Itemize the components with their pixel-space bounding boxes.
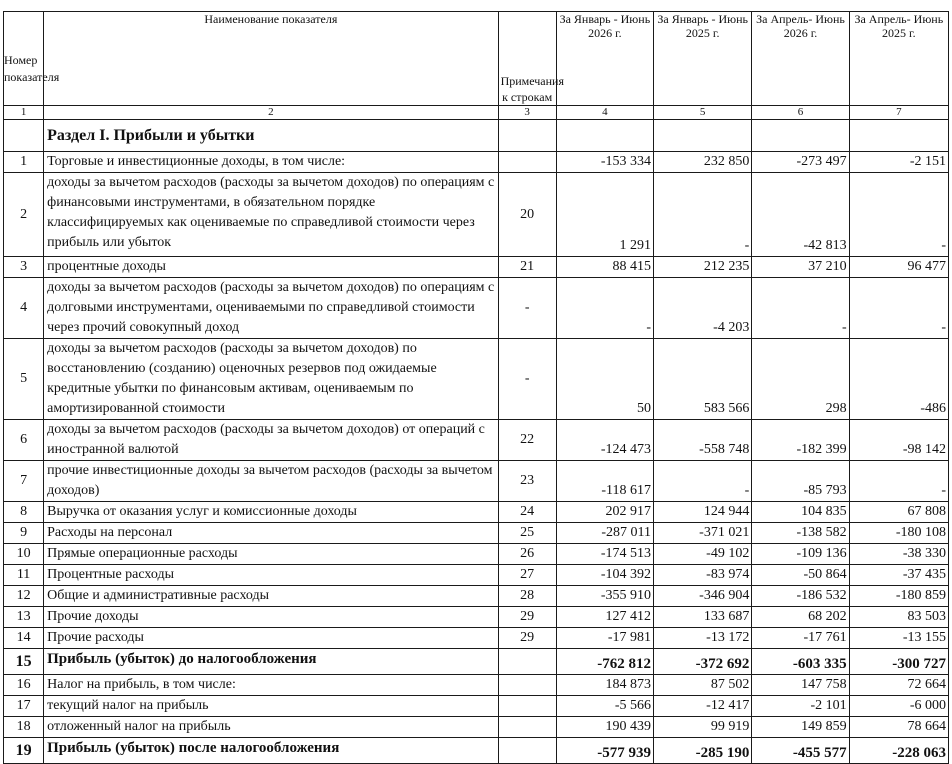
row-number: 2	[4, 173, 44, 257]
value-apr-jun-2025: -38 330	[849, 544, 948, 565]
section-value-cell	[654, 120, 752, 152]
header-number: Номер показателя	[4, 12, 44, 106]
value-apr-jun-2025: -	[849, 461, 948, 502]
table-row	[4, 696, 949, 717]
value-jan-jun-2025: 133 687	[654, 607, 752, 628]
row-name: Расходы на персонал	[44, 523, 498, 544]
row-number: 11	[4, 565, 44, 586]
value-apr-jun-2025: 96 477	[849, 257, 948, 278]
value-apr-jun-2026: -42 813	[752, 173, 849, 257]
value-jan-jun-2025: -372 692	[654, 649, 752, 675]
value-jan-jun-2025: -558 748	[654, 420, 752, 461]
value-jan-jun-2025: -346 904	[654, 586, 752, 607]
row-number: 7	[4, 461, 44, 502]
table-row	[4, 420, 949, 461]
row-note: 25	[498, 523, 556, 544]
header-period-jan-jun-2026: За Январь - Июнь 2026 г.	[556, 12, 653, 106]
value-jan-jun-2025: -371 021	[654, 523, 752, 544]
value-jan-jun-2026: -287 011	[556, 523, 653, 544]
row-note: 28	[498, 586, 556, 607]
header-row	[4, 12, 949, 106]
row-number: 12	[4, 586, 44, 607]
value-jan-jun-2026: -118 617	[556, 461, 653, 502]
row-number: 16	[4, 675, 44, 696]
value-apr-jun-2025: -6 000	[849, 696, 948, 717]
table-row	[4, 278, 949, 339]
value-jan-jun-2026: 184 873	[556, 675, 653, 696]
column-number: 7	[849, 106, 948, 120]
table-row	[4, 544, 949, 565]
value-jan-jun-2026: -	[556, 278, 653, 339]
column-number: 1	[4, 106, 44, 120]
value-jan-jun-2025: 87 502	[654, 675, 752, 696]
header-period-jan-jun-2025: За Январь - Июнь 2025 г.	[654, 12, 752, 106]
row-number: 4	[4, 278, 44, 339]
row-name: Процентные расходы	[44, 565, 498, 586]
table-row	[4, 607, 949, 628]
row-number: 5	[4, 339, 44, 420]
value-apr-jun-2025: -180 108	[849, 523, 948, 544]
column-numbers-row	[4, 106, 949, 120]
value-apr-jun-2025: -98 142	[849, 420, 948, 461]
row-note: 24	[498, 502, 556, 523]
row-name: доходы за вычетом расходов (расходы за вычетом доходов) по операциям с финансовыми инструментами, в обязательном порядке классифицируемых как оцениваемые по справедливой стоимости через прибыль или убыток	[44, 173, 498, 257]
row-name: доходы за вычетом расходов (расходы за вычетом доходов) по восстановлению (созданию) оценочных резервов под ожидаемые кредитные убытки по финансовым активам, оцениваемым по амортизированной стоимости	[44, 339, 498, 420]
value-apr-jun-2025: -180 859	[849, 586, 948, 607]
section-note-cell	[498, 120, 556, 152]
table-row	[4, 173, 949, 257]
column-number: 6	[752, 106, 849, 120]
value-jan-jun-2026: -17 981	[556, 628, 653, 649]
row-name: Общие и административные расходы	[44, 586, 498, 607]
table-row	[4, 461, 949, 502]
value-jan-jun-2025: -4 203	[654, 278, 752, 339]
value-apr-jun-2026: -182 399	[752, 420, 849, 461]
table-row	[4, 257, 949, 278]
value-apr-jun-2026: 298	[752, 339, 849, 420]
value-jan-jun-2026: -153 334	[556, 152, 653, 173]
value-apr-jun-2025: -13 155	[849, 628, 948, 649]
value-jan-jun-2026: 127 412	[556, 607, 653, 628]
row-name: доходы за вычетом расходов (расходы за вычетом доходов) по операциям с долговыми инструментами, оцениваемыми по справедливой стоимости через прочий совокупный доход	[44, 278, 498, 339]
value-apr-jun-2026: 149 859	[752, 717, 849, 738]
value-apr-jun-2025: -300 727	[849, 649, 948, 675]
table-row	[4, 565, 949, 586]
value-apr-jun-2025: -486	[849, 339, 948, 420]
section-value-cell	[849, 120, 948, 152]
row-number: 19	[4, 738, 44, 764]
row-name: Прямые операционные расходы	[44, 544, 498, 565]
row-note	[498, 696, 556, 717]
value-apr-jun-2025: 83 503	[849, 607, 948, 628]
table-row	[4, 717, 949, 738]
row-name: отложенный налог на прибыль	[44, 717, 498, 738]
column-number: 2	[44, 106, 498, 120]
value-apr-jun-2025: 72 664	[849, 675, 948, 696]
value-apr-jun-2026: -2 101	[752, 696, 849, 717]
value-apr-jun-2025: 78 664	[849, 717, 948, 738]
row-number: 1	[4, 152, 44, 173]
value-jan-jun-2026: -104 392	[556, 565, 653, 586]
value-jan-jun-2025: 99 919	[654, 717, 752, 738]
section-title: Раздел I. Прибыли и убытки	[44, 120, 498, 152]
row-note	[498, 717, 556, 738]
row-name: Торговые и инвестиционные доходы, в том числе:	[44, 152, 498, 173]
value-apr-jun-2026: -455 577	[752, 738, 849, 764]
value-apr-jun-2026: -	[752, 278, 849, 339]
table-row	[4, 586, 949, 607]
section-row	[4, 120, 949, 152]
row-note: -	[498, 278, 556, 339]
row-note: 22	[498, 420, 556, 461]
value-jan-jun-2025: -83 974	[654, 565, 752, 586]
header-notes: Примечания к строкам	[498, 12, 556, 106]
value-jan-jun-2026: 88 415	[556, 257, 653, 278]
section-number-cell	[4, 120, 44, 152]
value-apr-jun-2026: 68 202	[752, 607, 849, 628]
row-note: 27	[498, 565, 556, 586]
row-note: 26	[498, 544, 556, 565]
row-name: Прочие расходы	[44, 628, 498, 649]
row-number: 6	[4, 420, 44, 461]
value-apr-jun-2026: -109 136	[752, 544, 849, 565]
row-number: 18	[4, 717, 44, 738]
row-name: процентные доходы	[44, 257, 498, 278]
value-jan-jun-2026: -762 812	[556, 649, 653, 675]
row-name: Выручка от оказания услуг и комиссионные доходы	[44, 502, 498, 523]
column-number: 5	[654, 106, 752, 120]
value-jan-jun-2026: -124 473	[556, 420, 653, 461]
row-number: 17	[4, 696, 44, 717]
row-note: -	[498, 339, 556, 420]
row-name: прочие инвестиционные доходы за вычетом расходов (расходы за вычетом доходов)	[44, 461, 498, 502]
value-apr-jun-2026: 104 835	[752, 502, 849, 523]
row-note	[498, 649, 556, 675]
value-jan-jun-2025: 124 944	[654, 502, 752, 523]
header-period-apr-jun-2025: За Апрель- Июнь 2025 г.	[849, 12, 948, 106]
table-row	[4, 523, 949, 544]
row-name: доходы за вычетом расходов (расходы за вычетом доходов) от операций с иностранной валютой	[44, 420, 498, 461]
row-number: 13	[4, 607, 44, 628]
row-note: 20	[498, 173, 556, 257]
value-jan-jun-2026: -577 939	[556, 738, 653, 764]
value-jan-jun-2026: 190 439	[556, 717, 653, 738]
row-number: 15	[4, 649, 44, 675]
section-value-cell	[752, 120, 849, 152]
header-name: Наименование показателя	[44, 12, 498, 106]
value-apr-jun-2026: -186 532	[752, 586, 849, 607]
row-note	[498, 738, 556, 764]
value-jan-jun-2026: 202 917	[556, 502, 653, 523]
row-name: Налог на прибыль, в том числе:	[44, 675, 498, 696]
value-jan-jun-2025: -285 190	[654, 738, 752, 764]
value-apr-jun-2026: 147 758	[752, 675, 849, 696]
income-statement-table	[3, 11, 949, 764]
row-number: 14	[4, 628, 44, 649]
value-jan-jun-2025: -	[654, 461, 752, 502]
column-number: 4	[556, 106, 653, 120]
table-row	[4, 738, 949, 764]
row-note: 29	[498, 607, 556, 628]
table-row	[4, 502, 949, 523]
value-jan-jun-2025: -	[654, 173, 752, 257]
row-note	[498, 675, 556, 696]
value-jan-jun-2026: -5 566	[556, 696, 653, 717]
row-note	[498, 152, 556, 173]
value-apr-jun-2025: -	[849, 173, 948, 257]
row-note: 29	[498, 628, 556, 649]
column-number: 3	[498, 106, 556, 120]
value-apr-jun-2025: -2 151	[849, 152, 948, 173]
value-apr-jun-2025: 67 808	[849, 502, 948, 523]
header-period-apr-jun-2026: За Апрель- Июнь 2026 г.	[752, 12, 849, 106]
value-jan-jun-2025: -12 417	[654, 696, 752, 717]
table-row	[4, 152, 949, 173]
row-number: 9	[4, 523, 44, 544]
section-value-cell	[556, 120, 653, 152]
value-apr-jun-2026: -603 335	[752, 649, 849, 675]
value-jan-jun-2026: 1 291	[556, 173, 653, 257]
value-jan-jun-2025: 212 235	[654, 257, 752, 278]
value-apr-jun-2026: -50 864	[752, 565, 849, 586]
value-apr-jun-2025: -37 435	[849, 565, 948, 586]
table-row	[4, 649, 949, 675]
row-name: текущий налог на прибыль	[44, 696, 498, 717]
value-apr-jun-2026: -85 793	[752, 461, 849, 502]
value-apr-jun-2026: -138 582	[752, 523, 849, 544]
value-apr-jun-2025: -228 063	[849, 738, 948, 764]
row-note: 23	[498, 461, 556, 502]
value-jan-jun-2025: -49 102	[654, 544, 752, 565]
row-number: 10	[4, 544, 44, 565]
value-jan-jun-2026: -355 910	[556, 586, 653, 607]
value-apr-jun-2026: 37 210	[752, 257, 849, 278]
value-jan-jun-2026: 50	[556, 339, 653, 420]
row-note: 21	[498, 257, 556, 278]
row-number: 3	[4, 257, 44, 278]
row-name: Прочие доходы	[44, 607, 498, 628]
row-name: Прибыль (убыток) до налогообложения	[44, 649, 498, 675]
value-apr-jun-2026: -17 761	[752, 628, 849, 649]
row-number: 8	[4, 502, 44, 523]
value-jan-jun-2026: -174 513	[556, 544, 653, 565]
table-row	[4, 339, 949, 420]
value-jan-jun-2025: 232 850	[654, 152, 752, 173]
table-row	[4, 628, 949, 649]
value-apr-jun-2025: -	[849, 278, 948, 339]
value-apr-jun-2026: -273 497	[752, 152, 849, 173]
value-jan-jun-2025: -13 172	[654, 628, 752, 649]
row-name: Прибыль (убыток) после налогообложения	[44, 738, 498, 764]
value-jan-jun-2025: 583 566	[654, 339, 752, 420]
table-row	[4, 675, 949, 696]
